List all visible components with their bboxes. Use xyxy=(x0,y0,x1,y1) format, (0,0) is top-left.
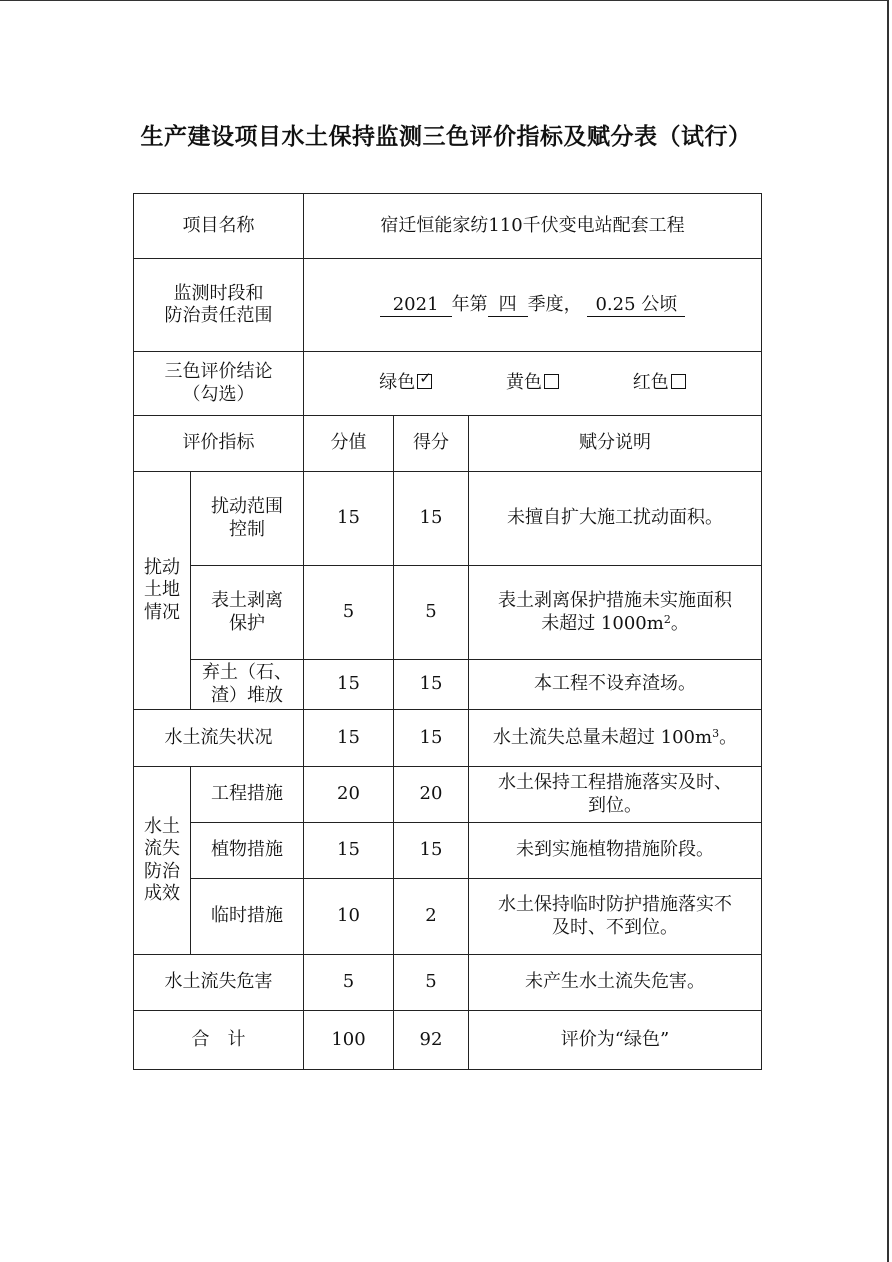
header-note: 赋分说明 xyxy=(469,416,762,472)
score-note: 未擅自扩大施工扰动面积。 xyxy=(469,472,762,566)
page-title: 生产建设项目水土保持监测三色评价指标及赋分表（试行） xyxy=(140,124,752,150)
score-note-line1: 水土保持临时防护措施落实不 xyxy=(498,894,732,915)
evaluation-table xyxy=(133,193,762,1070)
table-row xyxy=(134,879,762,955)
table-row xyxy=(134,767,762,823)
period-quarter-text: 季度， xyxy=(527,293,582,315)
score-note xyxy=(469,710,762,767)
option-red[interactable] xyxy=(633,372,686,395)
total-note: 评价为“绿色” xyxy=(469,1011,762,1070)
group-disturb-line1: 扰动 xyxy=(144,556,180,578)
group-prevention-line4: 成效 xyxy=(144,883,180,904)
indicator-name-line1: 表土剥离 xyxy=(211,590,283,611)
group-disturb-line3: 情况 xyxy=(144,601,180,623)
score-note-line1: 水土保持工程措施落实及时、 xyxy=(498,772,732,793)
score-note: 未到实施植物措施阶段。 xyxy=(469,823,762,879)
group-prevention-line2: 流失 xyxy=(144,838,180,859)
period-value xyxy=(304,259,762,352)
conclusion-label xyxy=(134,352,304,416)
indicator-name: 水土流失状况 xyxy=(134,710,304,767)
full-score: 15 xyxy=(304,710,394,767)
conclusion-options xyxy=(304,352,762,416)
full-score: 10 xyxy=(304,879,394,955)
score-note-tail: 。 xyxy=(719,726,738,748)
option-red-label: 红色 xyxy=(632,372,669,394)
indicator-name xyxy=(191,566,304,660)
total-row xyxy=(134,1011,762,1070)
group-disturb-label xyxy=(134,472,191,710)
indicator-name: 临时措施 xyxy=(191,879,304,955)
score-note-text: 水土流失总量未超过 100m xyxy=(492,726,713,748)
table-row xyxy=(134,955,762,1011)
indicator-name-line2: 控制 xyxy=(229,518,265,540)
checkbox-empty-icon[interactable] xyxy=(671,374,686,389)
table-row xyxy=(134,660,762,710)
score-note xyxy=(469,767,762,823)
score-note-tail: 。 xyxy=(670,612,689,634)
score-note xyxy=(469,879,762,955)
checkbox-empty-icon[interactable] xyxy=(544,374,559,389)
conclusion-row xyxy=(134,352,762,416)
full-score: 15 xyxy=(304,823,394,879)
period-row xyxy=(134,259,762,352)
indicator-name: 植物措施 xyxy=(191,823,304,879)
score-note-line2: 到位。 xyxy=(588,794,642,816)
period-quarter: 四 xyxy=(488,294,528,317)
score: 15 xyxy=(394,710,469,767)
group-disturb-line2: 土地 xyxy=(144,579,180,601)
score: 15 xyxy=(394,472,469,566)
group-prevention-line1: 水土 xyxy=(144,815,180,837)
full-score: 15 xyxy=(304,660,394,710)
period-area: 0.25 公顷 xyxy=(587,294,685,317)
score: 20 xyxy=(394,767,469,823)
group-prevention-line3: 防治 xyxy=(144,860,180,882)
option-green[interactable] xyxy=(379,369,432,395)
option-green-label: 绿色 xyxy=(379,372,416,394)
table-row xyxy=(134,566,762,660)
header-score: 得分 xyxy=(394,416,469,472)
score-note-line1: 表土剥离保护措施未实施面积 xyxy=(498,590,732,611)
conclusion-label-line2: （勾选） xyxy=(182,383,255,405)
header-row xyxy=(134,416,762,472)
indicator-name-line2: 保护 xyxy=(229,612,265,634)
score-note: 未产生水土流失危害。 xyxy=(469,955,762,1011)
score: 5 xyxy=(394,566,469,660)
score: 15 xyxy=(394,823,469,879)
score: 15 xyxy=(394,660,469,710)
full-score: 5 xyxy=(304,955,394,1011)
table-row xyxy=(134,710,762,767)
score-note-superscript: 3 xyxy=(712,726,720,740)
conclusion-label-line1: 三色评价结论 xyxy=(164,361,273,382)
project-row xyxy=(134,194,762,259)
score-note xyxy=(469,566,762,660)
total-label: 合 计 xyxy=(134,1011,304,1070)
indicator-name xyxy=(191,660,304,710)
period-label-line1: 监测时段和 xyxy=(173,282,264,304)
score-note-line2 xyxy=(469,613,761,636)
project-name-value: 宿迁恒能家纺110千伏变电站配套工程 xyxy=(304,194,762,259)
header-full-score: 分值 xyxy=(304,416,394,472)
indicator-name-line1: 弃土（石、 xyxy=(202,662,292,683)
indicator-name xyxy=(191,472,304,566)
option-yellow[interactable] xyxy=(506,372,559,395)
indicator-name: 工程措施 xyxy=(191,767,304,823)
score-note-line2: 及时、不到位。 xyxy=(552,916,678,938)
score-note-superscript: 2 xyxy=(663,612,671,626)
total-score: 92 xyxy=(394,1011,469,1070)
checkbox-checked-icon[interactable] xyxy=(417,369,432,389)
period-label xyxy=(134,259,304,352)
score-note: 本工程不设弃渣场。 xyxy=(469,660,762,710)
score: 2 xyxy=(394,879,469,955)
full-score: 20 xyxy=(304,767,394,823)
full-score: 5 xyxy=(304,566,394,660)
total-full-score: 100 xyxy=(304,1011,394,1070)
group-prevention-label xyxy=(134,767,191,955)
period-year: 2021 xyxy=(380,294,452,317)
check-icon: ✓ xyxy=(419,369,432,388)
table-row xyxy=(134,472,762,566)
indicator-name: 水土流失危害 xyxy=(134,955,304,1011)
option-yellow-label: 黄色 xyxy=(506,372,542,394)
period-label-line2: 防治责任范围 xyxy=(164,305,273,326)
period-year-text: 年第 xyxy=(451,293,488,315)
score: 5 xyxy=(394,955,469,1011)
indicator-name-line2: 渣）堆放 xyxy=(211,684,283,706)
score-note-line2-text: 未超过 1000m xyxy=(541,612,664,634)
table-row xyxy=(134,823,762,879)
indicator-name-line1: 扰动范围 xyxy=(211,496,283,517)
full-score: 15 xyxy=(304,472,394,566)
project-name-label: 项目名称 xyxy=(134,194,304,259)
header-indicator: 评价指标 xyxy=(134,416,304,472)
